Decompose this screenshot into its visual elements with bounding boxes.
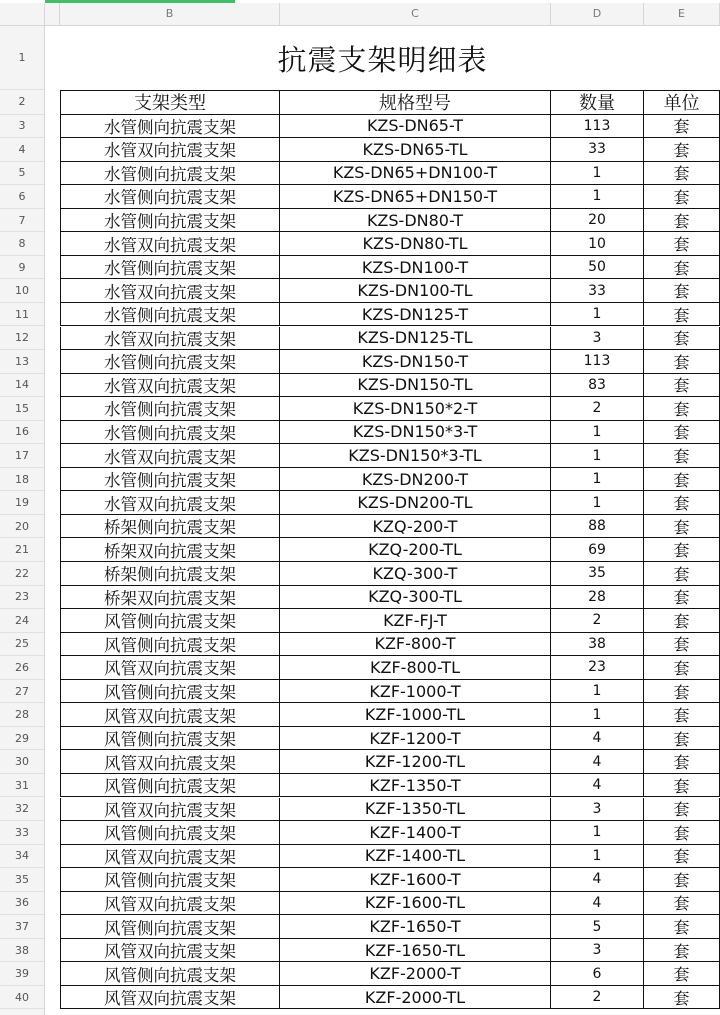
table-row [45, 115, 720, 139]
table-row [45, 962, 720, 986]
table-row [45, 609, 720, 633]
cell-qty[interactable]: 1 [551, 468, 644, 492]
cell-model[interactable]: KZF-800-T [280, 633, 551, 657]
cell-qty[interactable]: 3 [551, 939, 644, 963]
cell-model[interactable]: KZS-DN100-T [280, 256, 551, 280]
cell-unit[interactable]: 套 [644, 538, 720, 562]
cell-unit[interactable]: 套 [644, 232, 720, 256]
cell-type[interactable]: 水管侧向抗震支架 [60, 185, 280, 209]
cell-qty[interactable]: 69 [551, 538, 644, 562]
cell-unit[interactable]: 套 [644, 656, 720, 680]
row-number[interactable]: 13 [0, 350, 44, 374]
cell-qty[interactable]: 113 [551, 115, 644, 139]
cell-qty[interactable]: 6 [551, 962, 644, 986]
cell-type[interactable]: 水管侧向抗震支架 [60, 397, 280, 421]
column-header-c[interactable]: C [280, 3, 551, 25]
table-row [45, 185, 720, 209]
cell-unit[interactable]: 套 [644, 444, 720, 468]
cell-qty[interactable]: 2 [551, 397, 644, 421]
cell-qty[interactable]: 4 [551, 727, 644, 751]
row-number[interactable]: 35 [0, 868, 44, 892]
cell-type[interactable]: 水管侧向抗震支架 [60, 350, 280, 374]
table-row [45, 421, 720, 445]
cell-model[interactable]: KZF-1000-T [280, 680, 551, 704]
cell-unit[interactable]: 套 [644, 774, 720, 798]
table-row [45, 538, 720, 562]
row-number[interactable]: 2 [0, 90, 44, 115]
row-number[interactable]: 10 [0, 279, 44, 303]
cell-type[interactable]: 风管侧向抗震支架 [60, 868, 280, 892]
cell-model[interactable]: KZS-DN65+DN100-T [280, 162, 551, 186]
header-cell-qty[interactable]: 数量 [551, 90, 644, 115]
cell-model[interactable]: KZF-2000-TL [280, 986, 551, 1010]
cell-qty[interactable]: 1 [551, 680, 644, 704]
cell-unit[interactable]: 套 [644, 279, 720, 303]
table-row [45, 515, 720, 539]
cell-model[interactable]: KZS-DN65-T [280, 115, 551, 139]
row-number[interactable]: 23 [0, 586, 44, 610]
cell-unit[interactable]: 套 [644, 303, 720, 327]
cell-unit[interactable]: 套 [644, 633, 720, 657]
cell-qty[interactable]: 1 [551, 421, 644, 445]
cell-unit[interactable]: 套 [644, 586, 720, 610]
header-cell-unit[interactable]: 单位 [644, 90, 720, 115]
table-row [45, 915, 720, 939]
cell-type[interactable]: 桥架侧向抗震支架 [60, 562, 280, 586]
cell-unit[interactable]: 套 [644, 397, 720, 421]
cell-unit[interactable]: 套 [644, 138, 720, 162]
table-row [45, 586, 720, 610]
cell-type[interactable]: 风管双向抗震支架 [60, 845, 280, 869]
cell-unit[interactable]: 套 [644, 374, 720, 398]
row-number[interactable]: 14 [0, 374, 44, 398]
cell-unit[interactable]: 套 [644, 185, 720, 209]
cell-qty[interactable]: 33 [551, 279, 644, 303]
table-row [45, 750, 720, 774]
row-number[interactable]: 24 [0, 609, 44, 633]
cell-model[interactable]: KZS-DN125-TL [280, 327, 551, 351]
cell-qty[interactable]: 83 [551, 374, 644, 398]
cell-qty[interactable]: 28 [551, 586, 644, 610]
cell-type[interactable]: 风管侧向抗震支架 [60, 680, 280, 704]
cell-model[interactable]: KZS-DN150-TL [280, 374, 551, 398]
cell-model[interactable]: KZS-DN100-TL [280, 279, 551, 303]
cell-qty[interactable]: 38 [551, 633, 644, 657]
table-row [45, 680, 720, 704]
cell-model[interactable]: KZS-DN80-T [280, 209, 551, 233]
row-number[interactable]: 4 [0, 138, 44, 162]
cell-model[interactable]: KZS-DN65-TL [280, 138, 551, 162]
cell-type[interactable]: 风管侧向抗震支架 [60, 633, 280, 657]
row-number[interactable]: 11 [0, 303, 44, 327]
cell-unit[interactable]: 套 [644, 680, 720, 704]
cell-unit[interactable]: 套 [644, 703, 720, 727]
cell-qty[interactable]: 1 [551, 491, 644, 515]
row-number[interactable]: 39 [0, 962, 44, 986]
table-row [45, 727, 720, 751]
cell-qty[interactable]: 4 [551, 774, 644, 798]
cell-qty[interactable]: 3 [551, 327, 644, 351]
cell-type[interactable]: 风管侧向抗震支架 [60, 962, 280, 986]
cell-model[interactable]: KZQ-200-TL [280, 538, 551, 562]
row-number[interactable]: 31 [0, 774, 44, 798]
row-number[interactable]: 21 [0, 538, 44, 562]
cell-unit[interactable]: 套 [644, 327, 720, 351]
table-row [45, 327, 720, 351]
cell-unit[interactable]: 套 [644, 727, 720, 751]
cell-qty[interactable]: 1 [551, 185, 644, 209]
table-row [45, 350, 720, 374]
cell-type[interactable]: 风管侧向抗震支架 [60, 915, 280, 939]
row-number[interactable]: 3 [0, 115, 44, 139]
cell-model[interactable]: KZS-DN150*2-T [280, 397, 551, 421]
row-number[interactable]: 28 [0, 703, 44, 727]
table-row [45, 798, 720, 822]
cell-model[interactable]: KZS-DN150*3-TL [280, 444, 551, 468]
table-row [45, 562, 720, 586]
cell-type[interactable]: 桥架侧向抗震支架 [60, 515, 280, 539]
cell-unit[interactable]: 套 [644, 750, 720, 774]
cell-model[interactable]: KZF-1350-TL [280, 798, 551, 822]
cell-unit[interactable]: 套 [644, 468, 720, 492]
cell-type[interactable]: 水管双向抗震支架 [60, 374, 280, 398]
cell-model[interactable]: KZF-1400-TL [280, 845, 551, 869]
cell-model[interactable]: KZF-1600-T [280, 868, 551, 892]
cell-qty[interactable]: 3 [551, 798, 644, 822]
cell-unit[interactable]: 套 [644, 609, 720, 633]
cell-model[interactable]: KZF-FJ-T [280, 609, 551, 633]
cell-qty[interactable]: 2 [551, 609, 644, 633]
cell-area[interactable] [45, 26, 720, 1015]
cell-type[interactable]: 风管双向抗震支架 [60, 986, 280, 1010]
cell-qty[interactable]: 4 [551, 868, 644, 892]
header-cell-type[interactable]: 支架类型 [60, 90, 280, 115]
row-number[interactable]: 17 [0, 444, 44, 468]
row-number[interactable]: 22 [0, 562, 44, 586]
row-number[interactable]: 9 [0, 256, 44, 280]
table-row [45, 162, 720, 186]
cell-qty[interactable]: 23 [551, 656, 644, 680]
cell-model[interactable]: KZF-800-TL [280, 656, 551, 680]
header-cell-model[interactable]: 规格型号 [280, 90, 551, 115]
table-row [45, 491, 720, 515]
cell-unit[interactable]: 套 [644, 868, 720, 892]
cell-type[interactable]: 水管侧向抗震支架 [60, 162, 280, 186]
cell-type[interactable]: 风管双向抗震支架 [60, 750, 280, 774]
cell-qty[interactable]: 50 [551, 256, 644, 280]
cell-qty[interactable]: 1 [551, 821, 644, 845]
row-number-gutter [0, 26, 45, 1015]
sheet-title[interactable]: 抗震支架明细表 [277, 42, 488, 77]
cell-unit[interactable]: 套 [644, 892, 720, 916]
cell-model[interactable]: KZS-DN200-TL [280, 491, 551, 515]
row-number[interactable]: 38 [0, 939, 44, 963]
row-number[interactable]: 36 [0, 892, 44, 916]
table-row [45, 774, 720, 798]
cell-unit[interactable]: 套 [644, 491, 720, 515]
cell-qty[interactable]: 1 [551, 444, 644, 468]
column-header-bar [0, 3, 720, 26]
cell-type[interactable]: 风管侧向抗震支架 [60, 774, 280, 798]
cell-model[interactable]: KZF-1350-T [280, 774, 551, 798]
cell-type[interactable]: 桥架双向抗震支架 [60, 586, 280, 610]
table-row [45, 209, 720, 233]
table-row [45, 279, 720, 303]
cell-type[interactable]: 水管侧向抗震支架 [60, 303, 280, 327]
row-number[interactable]: 18 [0, 468, 44, 492]
cell-model[interactable]: KZF-1000-TL [280, 703, 551, 727]
spreadsheet-grid[interactable] [0, 26, 720, 1015]
table-row [45, 374, 720, 398]
cell-type[interactable]: 水管双向抗震支架 [60, 444, 280, 468]
cell-type[interactable]: 水管侧向抗震支架 [60, 468, 280, 492]
cell-type[interactable]: 风管双向抗震支架 [60, 703, 280, 727]
row-number[interactable]: 15 [0, 397, 44, 421]
table-row [45, 656, 720, 680]
row-number[interactable]: 33 [0, 821, 44, 845]
cell-type[interactable]: 水管侧向抗震支架 [60, 256, 280, 280]
cell-model[interactable]: KZF-1650-TL [280, 939, 551, 963]
cell-unit[interactable]: 套 [644, 986, 720, 1010]
cell-type[interactable]: 水管双向抗震支架 [60, 279, 280, 303]
table-row [45, 138, 720, 162]
cell-qty[interactable]: 4 [551, 892, 644, 916]
row-number[interactable]: 37 [0, 915, 44, 939]
select-all-corner[interactable] [0, 3, 45, 25]
cell-model[interactable]: KZS-DN150*3-T [280, 421, 551, 445]
cell-unit[interactable]: 套 [644, 845, 720, 869]
cell-model[interactable]: KZF-1200-T [280, 727, 551, 751]
column-header-b[interactable]: B [60, 3, 280, 25]
cell-type[interactable]: 风管侧向抗震支架 [60, 821, 280, 845]
cell-model[interactable]: KZF-1200-TL [280, 750, 551, 774]
table-row [45, 868, 720, 892]
table-row [45, 256, 720, 280]
cell-type[interactable]: 桥架双向抗震支架 [60, 538, 280, 562]
row-number[interactable]: 30 [0, 750, 44, 774]
cell-model[interactable]: KZS-DN150-T [280, 350, 551, 374]
cell-unit[interactable]: 套 [644, 421, 720, 445]
cell-unit[interactable]: 套 [644, 162, 720, 186]
cell-qty[interactable]: 20 [551, 209, 644, 233]
row-number[interactable]: 5 [0, 162, 44, 186]
cell-qty[interactable]: 113 [551, 350, 644, 374]
cell-model[interactable]: KZF-1650-T [280, 915, 551, 939]
cell-type[interactable]: 风管双向抗震支架 [60, 798, 280, 822]
row-number[interactable]: 12 [0, 327, 44, 351]
cell-type[interactable]: 水管双向抗震支架 [60, 327, 280, 351]
cell-qty[interactable]: 5 [551, 915, 644, 939]
table-header-row [45, 90, 720, 115]
cell-type[interactable]: 水管双向抗震支架 [60, 138, 280, 162]
cell-type[interactable]: 水管侧向抗震支架 [60, 421, 280, 445]
cell-model[interactable]: KZQ-300-TL [280, 586, 551, 610]
row-number[interactable]: 29 [0, 727, 44, 751]
row-number[interactable]: 40 [0, 986, 44, 1010]
table-row [45, 633, 720, 657]
table-row [45, 939, 720, 963]
table-row [45, 703, 720, 727]
row-number[interactable]: 26 [0, 656, 44, 680]
table-row [45, 892, 720, 916]
cell-qty[interactable]: 10 [551, 232, 644, 256]
cell-unit[interactable]: 套 [644, 798, 720, 822]
cell-type[interactable]: 风管双向抗震支架 [60, 892, 280, 916]
cell-type[interactable]: 风管双向抗震支架 [60, 656, 280, 680]
cell-qty[interactable]: 1 [551, 845, 644, 869]
cell-qty[interactable]: 1 [551, 703, 644, 727]
cell-type[interactable]: 水管双向抗震支架 [60, 491, 280, 515]
cell-qty[interactable]: 2 [551, 986, 644, 1010]
row-number[interactable]: 27 [0, 680, 44, 704]
row-number[interactable]: 25 [0, 633, 44, 657]
table-row [45, 444, 720, 468]
cell-unit[interactable]: 套 [644, 915, 720, 939]
cell-type[interactable]: 水管侧向抗震支架 [60, 209, 280, 233]
row-number[interactable]: 8 [0, 232, 44, 256]
table-row [45, 303, 720, 327]
cell-type[interactable]: 风管双向抗震支架 [60, 939, 280, 963]
cell-model[interactable]: KZF-1600-TL [280, 892, 551, 916]
row-number[interactable]: 16 [0, 421, 44, 445]
cell-unit[interactable]: 套 [644, 962, 720, 986]
cell-qty[interactable]: 33 [551, 138, 644, 162]
row-number[interactable]: 34 [0, 845, 44, 869]
row-number[interactable]: 20 [0, 515, 44, 539]
cell-unit[interactable]: 套 [644, 256, 720, 280]
cell-unit[interactable]: 套 [644, 115, 720, 139]
row-number[interactable]: 6 [0, 185, 44, 209]
table-row [45, 468, 720, 492]
cell-model[interactable]: KZS-DN80-TL [280, 232, 551, 256]
cell-qty[interactable]: 4 [551, 750, 644, 774]
cell-qty[interactable]: 88 [551, 515, 644, 539]
table-row [45, 845, 720, 869]
cell-qty[interactable]: 1 [551, 303, 644, 327]
cell-model[interactable]: KZS-DN125-T [280, 303, 551, 327]
row-number[interactable]: 32 [0, 798, 44, 822]
cell-unit[interactable]: 套 [644, 562, 720, 586]
cell-unit[interactable]: 套 [644, 821, 720, 845]
cell-type[interactable]: 风管侧向抗震支架 [60, 727, 280, 751]
cell-unit[interactable]: 套 [644, 209, 720, 233]
cell-model[interactable]: KZQ-300-T [280, 562, 551, 586]
table-row [45, 986, 720, 1010]
cell-type[interactable]: 水管双向抗震支架 [60, 232, 280, 256]
cell-model[interactable]: KZF-1400-T [280, 821, 551, 845]
cell-qty[interactable]: 1 [551, 162, 644, 186]
cell-model[interactable]: KZF-2000-T [280, 962, 551, 986]
column-header-e[interactable]: E [644, 3, 720, 25]
row-number[interactable]: 1 [0, 26, 44, 90]
row-number[interactable]: 19 [0, 491, 44, 515]
cell-model[interactable]: KZQ-200-T [280, 515, 551, 539]
row-number[interactable]: 7 [0, 209, 44, 233]
table-row [45, 397, 720, 421]
column-header-a[interactable] [45, 3, 60, 25]
cell-unit[interactable]: 套 [644, 939, 720, 963]
cell-unit[interactable]: 套 [644, 350, 720, 374]
cell-qty[interactable]: 35 [551, 562, 644, 586]
table-row [45, 232, 720, 256]
column-header-d[interactable]: D [551, 3, 644, 25]
cell-model[interactable]: KZS-DN65+DN150-T [280, 185, 551, 209]
cell-unit[interactable]: 套 [644, 515, 720, 539]
cell-type[interactable]: 风管侧向抗震支架 [60, 609, 280, 633]
cell-model[interactable]: KZS-DN200-T [280, 468, 551, 492]
cell-type[interactable]: 水管侧向抗震支架 [60, 115, 280, 139]
table-row [45, 821, 720, 845]
